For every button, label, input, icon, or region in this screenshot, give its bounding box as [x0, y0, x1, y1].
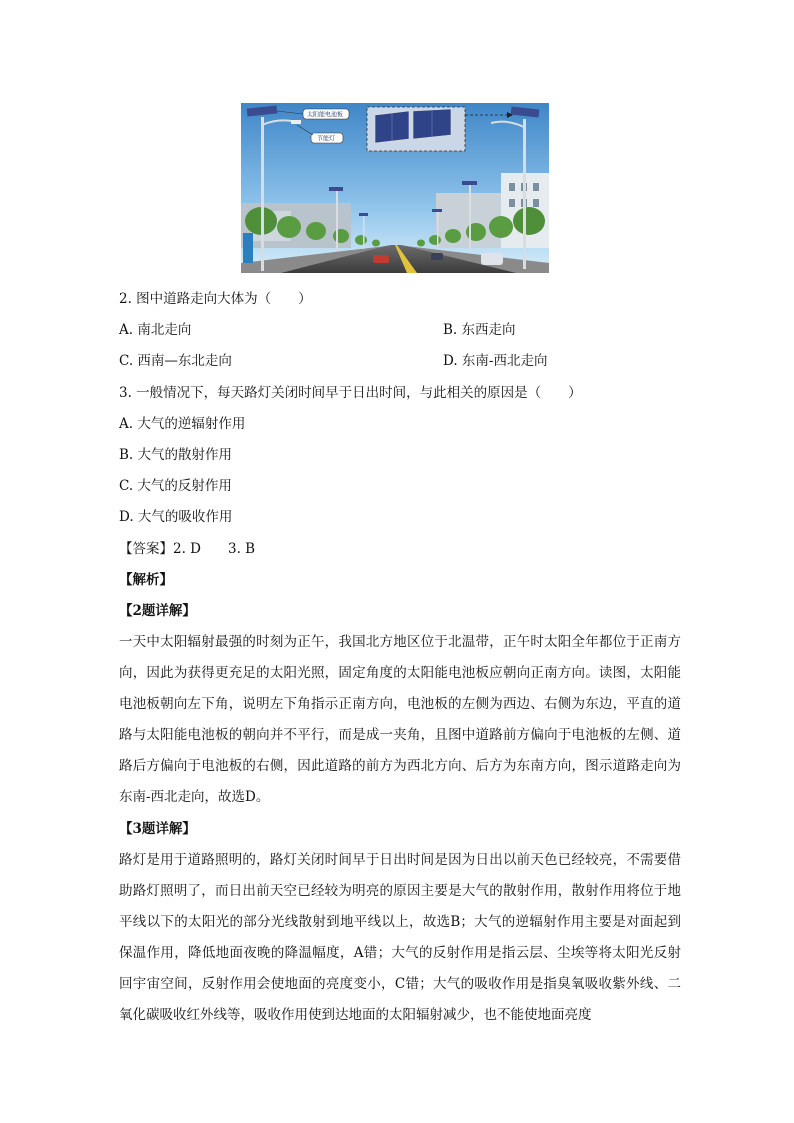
q2-option-c: C. 西南—东北走向 — [119, 353, 232, 369]
lamp-label: 节能灯 — [317, 135, 336, 143]
q3-option-d: D. 大气的吸收作用 — [119, 509, 233, 525]
q2-option-a: A. 南北走向 — [119, 322, 192, 338]
q3-stem: 3. 一般情况下，每天路灯关闭时间早于日出时间，与此相关的原因是（ ） — [119, 385, 582, 401]
q3-detail-paragraph: 路灯是用于道路照明的，路灯关闭时间早于日出时间是因为日出以前天色已经较亮，不需要借助路灯照明了，而日出前天空已经较为明亮的原因主要是大气的散射作用，散射作用将位于地平线以下的太阳光的部分光线散射到地平线以上，故选B；大气的逆辐射作用主要是对面起到保温作用，降低地面夜晚的降温幅度，A错；大气的反射作用是指云层、尘埃等将太阳光反射回宇宙空间，反射作用会使地面的亮度变小，C错；大气的吸收作用是指臭氧吸收紫外线、二氧化碳吸收红外线等，吸收作用使到达地面的太阳辐射减少，也不能使地面亮度 — [119, 852, 681, 1023]
q2-stem: 2. 图中道路走向大体为（ ） — [119, 291, 312, 307]
q3-detail-heading: 【3题详解】 — [119, 821, 196, 837]
q2-detail-paragraph: 一天中太阳辐射最强的时刻为正午，我国北方地区位于北温带，正午时太阳全年都位于正南方向，因此为获得更充足的太阳光照，固定角度的太阳能电池板应朝向正南方向。读图，太阳能电池板朝向左下角，说明左下角指示正南方向，电池板的左侧为西边、右侧为东边，平直的道路与太阳能电池板的朝向并不平行，而是成一夹角，且图中道路前方偏向于电池板的左侧、道路后方偏向于电池板的右侧，因此道路的前方为西北方向、后方为东南方向，图示道路走向为东南-西北走向，故选D。 — [119, 634, 681, 805]
q3-option-c: C. 大气的反射作用 — [119, 478, 232, 494]
street-lamp-figure — [241, 103, 549, 273]
q2-option-b: B. 东西走向 — [443, 322, 516, 338]
street-scene-image — [241, 103, 549, 273]
q3-option-b: B. 大气的散射作用 — [119, 447, 233, 463]
q3-option-a: A. 大气的逆辐射作用 — [119, 416, 246, 432]
q2-option-d: D. 东南-西北走向 — [443, 353, 548, 369]
q2-detail-heading: 【2题详解】 — [119, 603, 196, 619]
panel-label: 太阳能电池板 — [307, 111, 344, 119]
analysis-heading: 【解析】 — [119, 572, 173, 588]
answer-line: 【答案】2. D 3. B — [119, 541, 256, 557]
